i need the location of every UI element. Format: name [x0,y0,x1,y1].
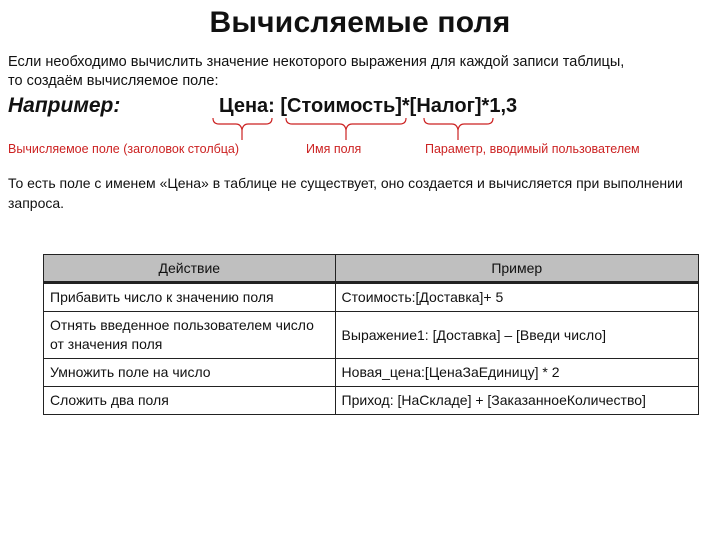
bracket-parameter [424,118,493,130]
annotation-computed-field: Вычисляемое поле (заголовок столбца) [8,142,240,156]
cell-example: Приход: [НаСкладе] + [ЗаказанноеКоличество] [335,387,698,415]
cell-example: Новая_цена:[ЦенаЗаЕдиницу] * 2 [335,359,698,387]
explanation-text: То есть поле с именем «Цена» в таблице не существует, оно создается и вычисляется при выполнении запроса. [8,175,683,211]
table-row [44,312,699,359]
header-action: Действие [44,255,336,283]
table-header-row [44,255,699,283]
cell-example: Выражение1: [Доставка] – [Введи число] [335,312,698,359]
example-label: Например: [8,94,121,117]
intro-line-2: то создаём вычисляемое поле: [8,73,219,89]
intro-text [8,53,718,91]
cell-action: Отнять введенное пользователем число от значения поля [44,312,336,359]
formula-expression: Цена: [Стоимость]*[Налог]*1,3 [219,95,518,117]
header-example: Пример [335,255,698,283]
cell-example: Стоимость:[Доставка]+ 5 [335,283,698,312]
actions-table [43,254,699,415]
annotation-parameter: Параметр, вводимый пользователем [425,142,640,156]
table-row [44,359,699,387]
cell-action: Прибавить число к значению поля [44,283,336,312]
table-row [44,387,699,415]
cell-action: Умножить поле на число [44,359,336,387]
table-row [44,283,699,312]
slide-title: Вычисляемые поля [209,6,511,39]
annotation-field-name: Имя поля [306,142,362,156]
cell-action: Сложить два поля [44,387,336,415]
bracket-field-name [286,118,406,130]
intro-line-1: Если необходимо вычислить значение некоторого выражения для каждой записи таблицы, [8,54,625,70]
bracket-computed-field [213,118,272,130]
